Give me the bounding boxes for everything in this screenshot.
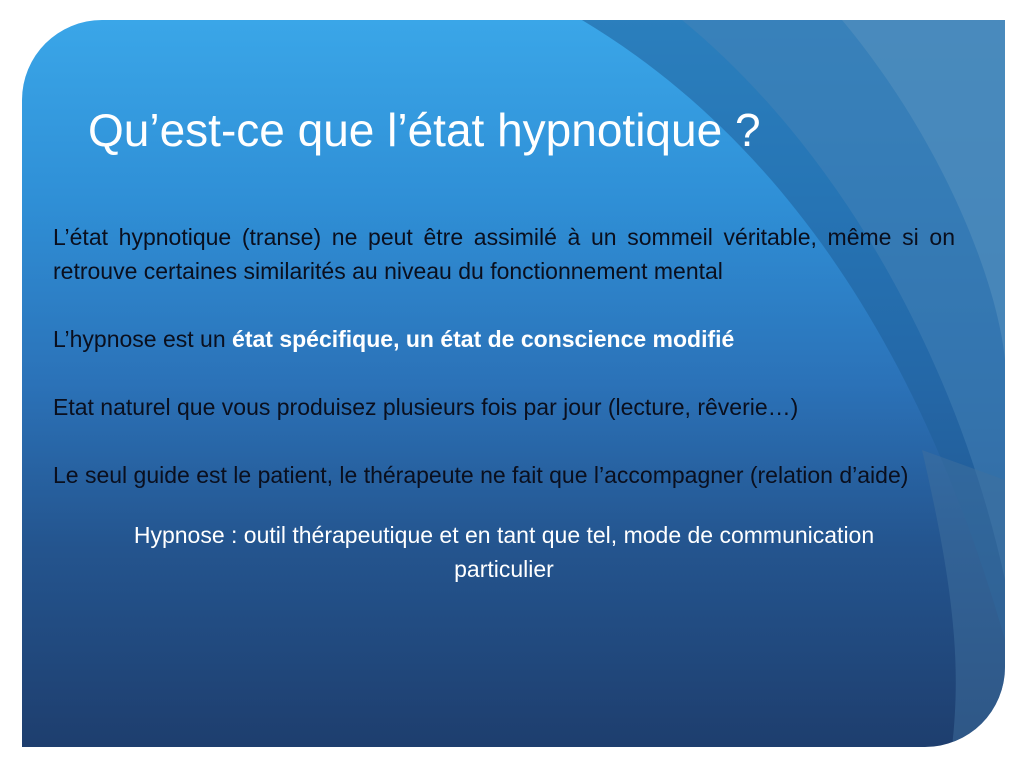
paragraph-specific-state: [53, 322, 955, 356]
paragraph-lead-text: L’hypnose est un: [53, 326, 233, 352]
closing-statement: Hypnose : outil thérapeutique et en tant que tel, mode de communication particulier: [133, 522, 875, 582]
slide-body: [53, 220, 955, 586]
emphasis-text: état spécifique, un état de conscience modifié: [232, 326, 735, 352]
slide-title: Qu’est-ce que l’état hypnotique ?: [88, 104, 761, 156]
paragraph-natural-state: Etat naturel que vous produisez plusieurs fois par jour (lecture, rêverie…): [53, 394, 799, 420]
paragraph-definition: L’état hypnotique (transe) ne peut être assimilé à un sommeil véritable, même si on retrouve certaines similarités au niveau du fonctionnement mental: [53, 224, 955, 284]
slide: [22, 20, 1005, 747]
paragraph-guide: Le seul guide est le patient, le thérapeute ne fait que l’accompagner (relation d’aide): [53, 462, 909, 488]
